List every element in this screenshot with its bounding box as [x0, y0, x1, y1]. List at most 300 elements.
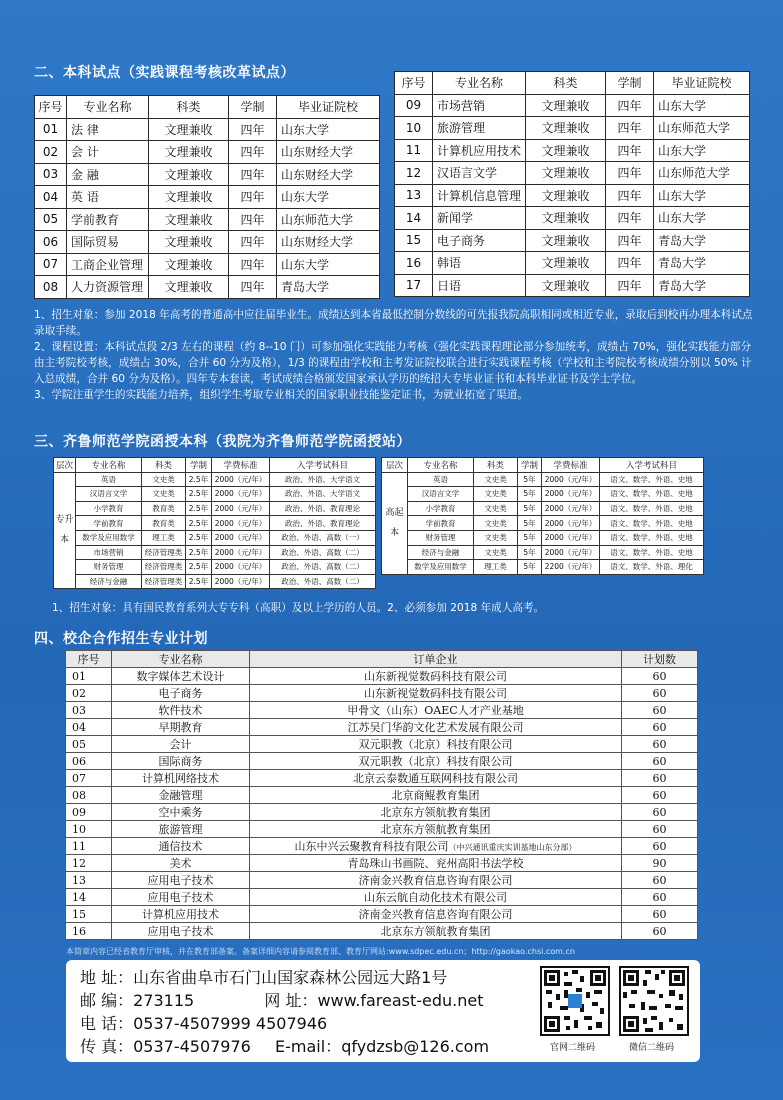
table-row — [66, 702, 698, 719]
table-cell: 02 — [66, 685, 112, 702]
table-cell: 文史类 — [474, 516, 518, 531]
table-cell: 文史类 — [142, 487, 186, 502]
table-cell: 09 — [395, 94, 433, 117]
table-cell: 四年 — [229, 208, 277, 231]
table-row — [35, 208, 380, 231]
table-cell: 2.5年 — [186, 560, 212, 575]
table-cell: 15 — [66, 906, 112, 923]
table-cell: 早期教育 — [112, 719, 250, 736]
table-cell: 四年 — [606, 184, 654, 207]
table-cell: 60 — [622, 787, 698, 804]
table-row — [395, 184, 750, 207]
table-cell: 2000（元/年） — [212, 530, 270, 545]
table-cell: 旅游管理 — [433, 117, 526, 140]
table-cell: 青岛珠山书画院、兖州高阳书法学校 — [250, 855, 622, 872]
table-cell: 汉语言文学 — [433, 162, 526, 185]
table-cell: 山东新视觉数码科技有限公司 — [250, 668, 622, 685]
table-cell: 16 — [66, 923, 112, 940]
qr-code-icon — [542, 968, 608, 1034]
table-cell: 2000（元/年） — [212, 574, 270, 589]
table-cell: 文理兼收 — [526, 274, 606, 297]
table-cell: 11 — [395, 139, 433, 162]
table-cell: 政治、外语、高数（二） — [270, 574, 376, 589]
table-cell: 2.5年 — [186, 545, 212, 560]
table-cell: 理工类 — [142, 530, 186, 545]
table-cell: 2000（元/年） — [212, 560, 270, 575]
col-header: 序号 — [66, 651, 112, 668]
table-cell: 60 — [622, 804, 698, 821]
col-header: 毕业证院校 — [277, 96, 380, 119]
table-cell: 13 — [66, 872, 112, 889]
table-cell: 四年 — [229, 141, 277, 164]
table-cell: 四年 — [606, 139, 654, 162]
table-cell: 计算机网络技术 — [112, 770, 250, 787]
table-cell: 国际商务 — [112, 753, 250, 770]
table-cell: 小学教育 — [76, 501, 142, 516]
table-cell: 经济管理类 — [142, 545, 186, 560]
table-row — [66, 906, 698, 923]
table-cell: 12 — [66, 855, 112, 872]
table-cell: 政治、外语、大学语文 — [270, 487, 376, 502]
table-row — [382, 516, 704, 531]
table-row — [66, 770, 698, 787]
web-label: 网 址： — [264, 991, 318, 1010]
table-cell: 12 — [395, 162, 433, 185]
table-cell: 空中乘务 — [112, 804, 250, 821]
col-header: 订单企业 — [250, 651, 622, 668]
col-header: 序号 — [35, 96, 67, 119]
company-name: 山东中兴云聚教育科技有限公司 — [294, 840, 449, 853]
table-row — [54, 472, 376, 487]
footnote: 本简章内容已经省教育厅审核，并在教育部备案。备案详细内容请参阅教育部、教育厅网站:www.sdpec.edu.cn；http://gaokao.chsi.com.cn — [66, 947, 575, 956]
table-cell: 韩语 — [433, 252, 526, 275]
table-cell: 05 — [35, 208, 67, 231]
table-cell: 13 — [395, 184, 433, 207]
table-cell: 山东财经大学 — [277, 141, 380, 164]
table-header-row — [382, 458, 704, 473]
table-cell: 计算机应用技术 — [112, 906, 250, 923]
table-cell: 政治、外语、教育理论 — [270, 501, 376, 516]
table-cell — [250, 838, 622, 855]
table-cell: 数学及应用数学 — [76, 530, 142, 545]
sec3-note: 1、招生对象：具有国民教育系列大专专科（高职）及以上学历的人员。2、必须参加 2018 年成人高考。 — [52, 602, 545, 614]
table-row — [66, 787, 698, 804]
table-cell: 文理兼收 — [526, 117, 606, 140]
table-cell: 四年 — [229, 163, 277, 186]
table-cell: 软件技术 — [112, 702, 250, 719]
table-row — [35, 118, 380, 141]
table-cell: 山东大学 — [654, 94, 750, 117]
address-row — [80, 967, 447, 989]
table-cell: 四年 — [606, 207, 654, 230]
col-header: 科类 — [149, 96, 229, 119]
table-cell: 06 — [66, 753, 112, 770]
sec3-right-body — [382, 472, 704, 574]
table-cell: 60 — [622, 770, 698, 787]
table-row — [54, 574, 376, 589]
table-cell: 学前教育 — [76, 516, 142, 531]
table-cell: 语文、数学、外语、理化 — [600, 560, 704, 575]
table-row — [35, 186, 380, 209]
table-cell: 金融管理 — [112, 787, 250, 804]
table-cell: 电子商务 — [112, 685, 250, 702]
table-cell: 计算机应用技术 — [433, 139, 526, 162]
table-cell: 文理兼收 — [149, 141, 229, 164]
table-cell: 文理兼收 — [149, 163, 229, 186]
table-row — [382, 487, 704, 502]
note-2: 2、课程设置：本科试点段 2/3 左右的课程（约 8--10 门）可参加强化实践能力考核（强化实践课程理论部分参加统考，成绩占 70%，强化实践能力部分由主考院校考核，成绩占 30%，合并 60 分为及格），1/3 的课程由学校和主考发证院校联合进行实践课程考核（学校和主考院校考核成绩分别以 50% 计入总成绩，合并 60 分为及格）。四年专本套读，考试成绩合格颁发国家承认学历的统招大专毕业证书和本科毕业证书及学士学位。 — [34, 341, 752, 385]
table-cell: 语文、数学、外语、史地 — [600, 530, 704, 545]
table-cell: 济南金兴教育信息咨询有限公司 — [250, 906, 622, 923]
table-cell: 60 — [622, 736, 698, 753]
table-cell: 经济管理类 — [142, 560, 186, 575]
table-cell: 会 计 — [67, 141, 149, 164]
table-cell: 经济与金融 — [76, 574, 142, 589]
table-cell: 07 — [66, 770, 112, 787]
table-cell: 2000（元/年） — [542, 530, 600, 545]
table-row — [54, 560, 376, 575]
table-cell: 汉语言文学 — [76, 487, 142, 502]
table-cell: 01 — [35, 118, 67, 141]
table-cell: 文理兼收 — [526, 139, 606, 162]
table-row — [35, 276, 380, 299]
col-header: 科类 — [142, 458, 186, 473]
table-cell: 江苏吴门华韵文化艺术发展有限公司 — [250, 719, 622, 736]
table-cell: 10 — [66, 821, 112, 838]
table-row — [66, 668, 698, 685]
table-cell: 07 — [35, 253, 67, 276]
sec4-body — [66, 668, 698, 940]
table-row — [395, 117, 750, 140]
table-cell: 学前教育 — [67, 208, 149, 231]
table-cell: 2000（元/年） — [212, 501, 270, 516]
table-row — [66, 821, 698, 838]
table-row — [66, 838, 698, 855]
col-header: 学制 — [229, 96, 277, 119]
table-cell: 山东大学 — [277, 118, 380, 141]
table-row — [35, 253, 380, 276]
sec2-notes — [34, 307, 754, 403]
table-cell: 文史类 — [142, 472, 186, 487]
table-cell: 政治、外语、大学语文 — [270, 472, 376, 487]
table-cell: 60 — [622, 906, 698, 923]
table-cell: 文理兼收 — [149, 118, 229, 141]
fax-label: 传 真： — [80, 1037, 134, 1056]
table-cell: 60 — [622, 872, 698, 889]
table-cell: 四年 — [229, 276, 277, 299]
table-cell: 学前教育 — [408, 516, 474, 531]
table-header-row — [35, 96, 380, 119]
col-header: 学费标准 — [212, 458, 270, 473]
table-cell: 60 — [622, 889, 698, 906]
table-cell: 汉语言文学 — [408, 487, 474, 502]
table-cell: 北京云泰数通互联网科技有限公司 — [250, 770, 622, 787]
email-label: E-mail： — [275, 1037, 342, 1056]
sec4-table — [65, 650, 698, 940]
table-cell: 济南金兴教育信息咨询有限公司 — [250, 872, 622, 889]
table-row — [395, 229, 750, 252]
table-row — [395, 94, 750, 117]
table-row — [395, 274, 750, 297]
fax-row — [80, 1036, 489, 1058]
table-cell: 语文、数学、外语、史地 — [600, 487, 704, 502]
table-cell: 5年 — [518, 472, 542, 487]
table-cell: 国际贸易 — [67, 231, 149, 254]
table-cell: 数字媒体艺术设计 — [112, 668, 250, 685]
table-cell: 政治、外语、高数（一） — [270, 530, 376, 545]
table-cell: 01 — [66, 668, 112, 685]
table-cell: 山东大学 — [654, 184, 750, 207]
table-row — [66, 804, 698, 821]
table-cell: 日语 — [433, 274, 526, 297]
table-cell: 应用电子技术 — [112, 923, 250, 940]
table-cell: 青岛大学 — [654, 229, 750, 252]
table-cell: 山东大学 — [654, 139, 750, 162]
table-cell: 5年 — [518, 487, 542, 502]
table-cell: 2.5年 — [186, 487, 212, 502]
col-header: 专业名称 — [76, 458, 142, 473]
table-cell: 四年 — [229, 118, 277, 141]
table-cell: 2000（元/年） — [212, 472, 270, 487]
note-1: 1、招生对象：参加 2018 年高考的普通高中应往届毕业生。成绩达到本省最低控制分数线的可先报我院高职相同或相近专业，录取后到校再办理本科试点录取手续。 — [34, 309, 753, 337]
table-cell: 金 融 — [67, 163, 149, 186]
table-cell: 教育类 — [142, 516, 186, 531]
table-cell: 文史类 — [474, 501, 518, 516]
table-cell: 双元职教（北京）科技有限公司 — [250, 736, 622, 753]
table-row — [54, 516, 376, 531]
table-cell: 四年 — [606, 117, 654, 140]
table-cell: 四年 — [606, 229, 654, 252]
table-cell: 通信技术 — [112, 838, 250, 855]
table-cell: 2.5年 — [186, 472, 212, 487]
sec3-left-body — [54, 472, 376, 589]
table-cell: 05 — [66, 736, 112, 753]
table-cell: 四年 — [229, 186, 277, 209]
web-link[interactable]: www.fareast-edu.net — [317, 991, 484, 1010]
contact-box — [66, 960, 700, 1062]
level-cell: 高起本 — [382, 472, 408, 574]
table-cell: 文理兼收 — [149, 186, 229, 209]
table-cell: 旅游管理 — [112, 821, 250, 838]
table-cell: 理工类 — [474, 560, 518, 575]
table-row — [395, 252, 750, 275]
table-cell: 山东大学 — [654, 207, 750, 230]
table-row — [66, 685, 698, 702]
table-cell: 山东师范大学 — [277, 208, 380, 231]
table-cell: 文理兼收 — [526, 229, 606, 252]
table-cell: 2000（元/年） — [542, 501, 600, 516]
table-cell: 08 — [35, 276, 67, 299]
table-cell: 英 语 — [67, 186, 149, 209]
table-cell: 青岛大学 — [654, 274, 750, 297]
table-cell: 02 — [35, 141, 67, 164]
phone-row — [80, 1013, 327, 1035]
table-cell: 04 — [66, 719, 112, 736]
table-cell: 5年 — [518, 560, 542, 575]
table-cell: 山东财经大学 — [277, 231, 380, 254]
table-row — [66, 736, 698, 753]
table-row — [382, 560, 704, 575]
sec2-right-body — [395, 94, 750, 297]
sec3-table-right — [381, 457, 704, 575]
table-cell: 工商企业管理 — [67, 253, 149, 276]
website-qr-icon[interactable] — [540, 966, 610, 1036]
table-cell: 语文、数学、外语、史地 — [600, 472, 704, 487]
table-cell: 财务管理 — [76, 560, 142, 575]
table-cell: 03 — [35, 163, 67, 186]
table-row — [382, 545, 704, 560]
table-cell: 青岛大学 — [277, 276, 380, 299]
table-cell: 08 — [66, 787, 112, 804]
table-row — [66, 872, 698, 889]
table-cell: 60 — [622, 821, 698, 838]
table-cell: 2000（元/年） — [212, 545, 270, 560]
table-cell: 14 — [66, 889, 112, 906]
table-cell: 文理兼收 — [149, 253, 229, 276]
table-cell: 山东大学 — [277, 253, 380, 276]
table-cell: 四年 — [606, 162, 654, 185]
table-cell: 教育类 — [142, 501, 186, 516]
col-header: 毕业证院校 — [654, 72, 750, 95]
table-cell: 60 — [622, 719, 698, 736]
col-header: 序号 — [395, 72, 433, 95]
table-row — [66, 923, 698, 940]
zip-row — [80, 990, 484, 1012]
table-cell: 5年 — [518, 545, 542, 560]
table-cell: 政治、外语、高数（二） — [270, 545, 376, 560]
table-cell: 经济与金融 — [408, 545, 474, 560]
table-cell: 双元职教（北京）科技有限公司 — [250, 753, 622, 770]
col-header: 层次 — [382, 458, 408, 473]
table-cell: 应用电子技术 — [112, 872, 250, 889]
table-cell: 计算机信息管理 — [433, 184, 526, 207]
table-cell: 16 — [395, 252, 433, 275]
table-cell: 数学及应用数学 — [408, 560, 474, 575]
table-cell: 市场营销 — [433, 94, 526, 117]
wechat-qr-caption: 微信二维码 — [629, 1043, 675, 1053]
table-row — [54, 530, 376, 545]
col-header: 专业名称 — [408, 458, 474, 473]
table-cell: 2.5年 — [186, 501, 212, 516]
table-cell: 人力资源管理 — [67, 276, 149, 299]
table-cell: 04 — [35, 186, 67, 209]
table-cell: 2000（元/年） — [542, 487, 600, 502]
table-row — [66, 753, 698, 770]
table-cell: 2.5年 — [186, 516, 212, 531]
table-cell: 60 — [622, 923, 698, 940]
table-row — [395, 139, 750, 162]
table-cell: 四年 — [606, 94, 654, 117]
col-header: 学制 — [518, 458, 542, 473]
col-header: 专业名称 — [112, 651, 250, 668]
note-3: 3、学院注重学生的实践能力培养，组织学生考取专业相关的国家职业技能鉴定证书，为就业拓宽了渠道。 — [34, 389, 529, 401]
company-note: （中兴通讯重庆实训基地山东分部） — [448, 843, 577, 852]
table-header-row — [395, 72, 750, 95]
table-cell: 2200（元/年） — [542, 560, 600, 575]
table-cell: 应用电子技术 — [112, 889, 250, 906]
table-row — [35, 141, 380, 164]
table-cell: 语文、数学、外语、史地 — [600, 516, 704, 531]
fax-value: 0537-4507976 — [133, 1037, 251, 1056]
table-row — [395, 207, 750, 230]
qr-code-icon — [621, 968, 687, 1034]
table-cell: 文理兼收 — [149, 208, 229, 231]
table-cell: 11 — [66, 838, 112, 855]
col-header: 学费标准 — [542, 458, 600, 473]
col-header: 科类 — [474, 458, 518, 473]
table-row — [54, 501, 376, 516]
table-cell: 60 — [622, 753, 698, 770]
table-cell: 语文、数学、外语、史地 — [600, 501, 704, 516]
table-cell: 文理兼收 — [526, 252, 606, 275]
sec2-table-left — [34, 95, 380, 299]
table-cell: 2000（元/年） — [542, 472, 600, 487]
table-row — [35, 163, 380, 186]
table-row — [382, 530, 704, 545]
col-header: 入学考试科目 — [270, 458, 376, 473]
table-cell: 文理兼收 — [149, 276, 229, 299]
table-cell: 山东师范大学 — [654, 117, 750, 140]
table-cell: 美术 — [112, 855, 250, 872]
table-cell: 语文、数学、外语、史地 — [600, 545, 704, 560]
table-cell: 四年 — [606, 274, 654, 297]
col-header: 专业名称 — [67, 96, 149, 119]
table-cell: 文理兼收 — [526, 184, 606, 207]
table-cell: 政治、外语、高数（二） — [270, 560, 376, 575]
table-cell: 60 — [622, 702, 698, 719]
website-qr-caption: 官网二维码 — [550, 1043, 596, 1053]
table-cell: 15 — [395, 229, 433, 252]
table-cell: 文史类 — [474, 472, 518, 487]
table-cell: 青岛大学 — [654, 252, 750, 275]
table-cell: 会计 — [112, 736, 250, 753]
table-cell: 山东云航自动化技术有限公司 — [250, 889, 622, 906]
table-cell: 90 — [622, 855, 698, 872]
table-cell: 四年 — [229, 231, 277, 254]
table-cell: 5年 — [518, 516, 542, 531]
table-row — [54, 487, 376, 502]
sec3-table-left — [53, 457, 376, 589]
wechat-qr-icon[interactable] — [619, 966, 689, 1036]
email-link[interactable]: qfydzsb@126.com — [341, 1037, 490, 1056]
table-cell: 山东大学 — [277, 186, 380, 209]
table-cell: 2000（元/年） — [212, 516, 270, 531]
zip-value: 273115 — [133, 991, 195, 1010]
level-cell: 专升本 — [54, 472, 76, 589]
table-cell: 四年 — [229, 253, 277, 276]
table-cell: 经济管理类 — [142, 574, 186, 589]
table-cell: 政治、外语、教育理论 — [270, 516, 376, 531]
address-label: 地 址： — [80, 968, 134, 987]
table-cell: 北京商鲲教育集团 — [250, 787, 622, 804]
table-cell: 甲骨文（山东）OAEC人才产业基地 — [250, 702, 622, 719]
table-cell: 市场营销 — [76, 545, 142, 560]
table-cell: 山东师范大学 — [654, 162, 750, 185]
table-cell: 2000（元/年） — [542, 545, 600, 560]
table-cell: 法 律 — [67, 118, 149, 141]
table-row — [382, 501, 704, 516]
section-2-title: 二、本科试点（实践课程考核改革试点） — [34, 65, 295, 81]
table-cell: 5年 — [518, 530, 542, 545]
table-cell: 北京东方领航教育集团 — [250, 804, 622, 821]
table-row — [35, 231, 380, 254]
table-cell: 10 — [395, 117, 433, 140]
table-cell: 小学教育 — [408, 501, 474, 516]
col-header: 科类 — [526, 72, 606, 95]
col-header: 专业名称 — [433, 72, 526, 95]
col-header: 学制 — [186, 458, 212, 473]
table-cell: 2000（元/年） — [542, 516, 600, 531]
